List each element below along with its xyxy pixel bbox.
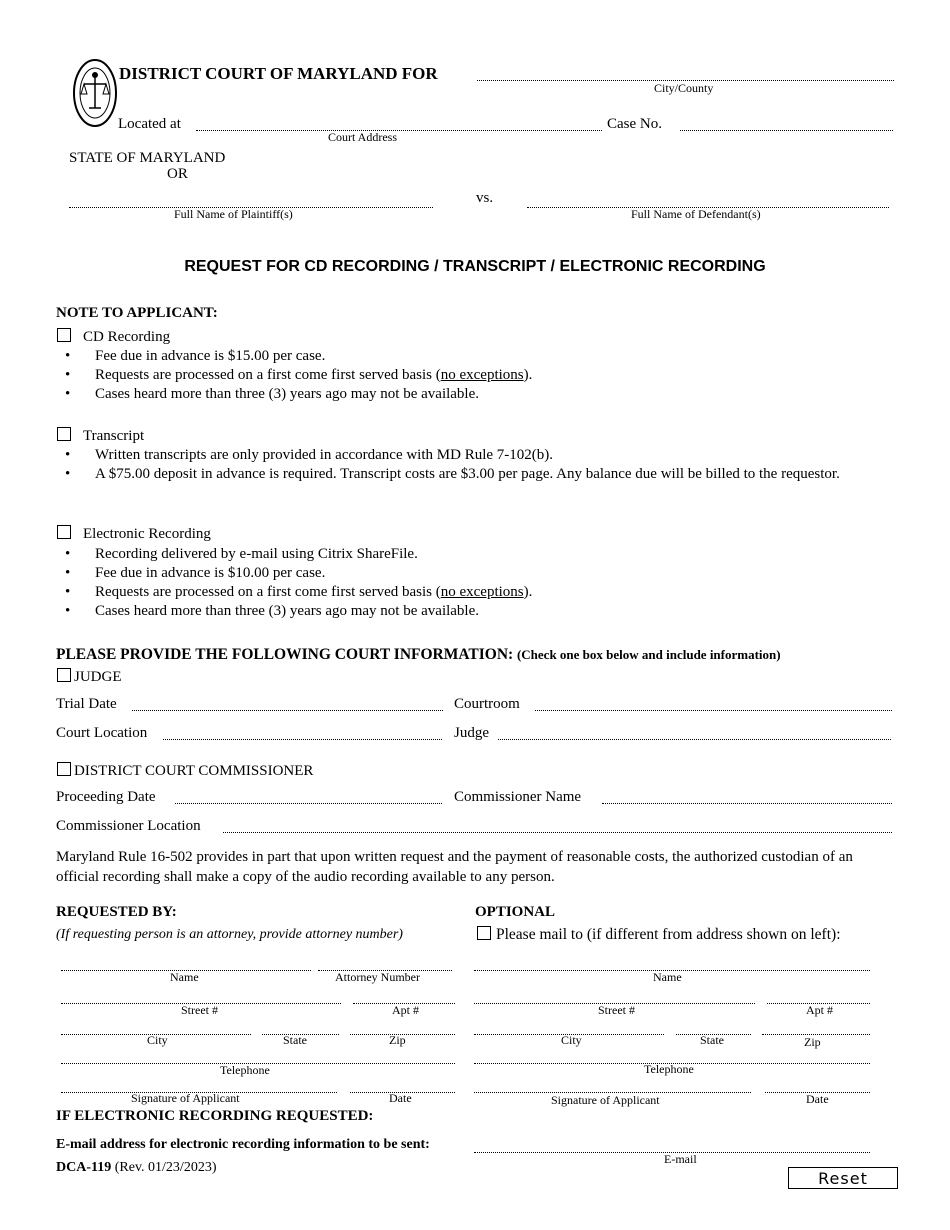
- proceeding-date-label: Proceeding Date: [56, 789, 156, 805]
- commissioner-name-label: Commissioner Name: [454, 789, 582, 805]
- email-caption: E-mail: [664, 1152, 697, 1166]
- defendant-caption: Full Name of Defendant(s): [631, 207, 761, 221]
- list-item: • Requests are processed on a first come first served basis (no exceptions).: [56, 583, 856, 602]
- courtroom-label: Courtroom: [454, 696, 520, 712]
- mail-to-option[interactable]: [477, 926, 841, 944]
- or-label: OR: [167, 166, 188, 182]
- courtroom-field[interactable]: [535, 710, 892, 711]
- mail-to-checkbox[interactable]: [477, 926, 491, 940]
- case-no-label: Case No.: [607, 116, 662, 132]
- located-at-label: Located at: [118, 116, 181, 132]
- judge-label: Judge: [454, 725, 489, 741]
- optional-heading: OPTIONAL: [475, 904, 556, 920]
- list-item: • Written transcripts are only provided in accordance with MD Rule 7-102(b).: [56, 446, 856, 465]
- electronic-recording-checkbox[interactable]: [57, 525, 71, 539]
- judge-field[interactable]: [498, 739, 891, 740]
- court-address-caption: Court Address: [328, 130, 397, 144]
- electronic-bullets: [56, 545, 856, 621]
- court-title: DISTRICT COURT OF MARYLAND FOR: [119, 64, 438, 83]
- court-location-label: Court Location: [56, 725, 148, 741]
- requested-by-heading: REQUESTED BY:: [56, 904, 177, 920]
- cd-recording-bullets: [56, 347, 856, 404]
- judge-option-label: JUDGE: [74, 669, 122, 685]
- transcript-bullets: [56, 446, 856, 484]
- rule-text: Maryland Rule 16-502 provides in part that upon written request and the payment of reasonable costs, the authorized custodian of an official recording shall make a copy of the audio recording available to any person.: [56, 849, 853, 885]
- list-item: • Recording delivered by e-mail using Citrix ShareFile.: [56, 545, 856, 564]
- court-location-field[interactable]: [163, 739, 442, 740]
- commissioner-checkbox[interactable]: [57, 762, 71, 776]
- requester-state-caption: State: [283, 1033, 307, 1047]
- form-title: REQUEST FOR CD RECORDING / TRANSCRIPT / ELECTRONIC RECORDING: [184, 258, 766, 275]
- court-address-field[interactable]: [196, 130, 602, 131]
- case-no-field[interactable]: [680, 130, 893, 131]
- commissioner-name-field[interactable]: [602, 803, 892, 804]
- mail-apt-caption: Apt #: [806, 1003, 833, 1017]
- city-county-caption: City/County: [654, 81, 714, 95]
- list-item: • Cases heard more than three (3) years ago may not be available.: [56, 602, 856, 621]
- electronic-recording-label: Electronic Recording: [83, 526, 211, 542]
- cd-recording-option[interactable]: [57, 328, 170, 346]
- cd-recording-label: CD Recording: [83, 329, 171, 345]
- state-of-maryland: STATE OF MARYLAND: [69, 150, 226, 166]
- requester-city-caption: City: [147, 1033, 168, 1047]
- electronic-recording-option[interactable]: [57, 525, 211, 543]
- commissioner-option-label: DISTRICT COURT COMMISSIONER: [74, 763, 314, 779]
- requester-street-caption: Street #: [181, 1003, 218, 1017]
- electronic-request-heading: IF ELECTRONIC RECORDING REQUESTED:: [56, 1108, 374, 1124]
- email-label: E-mail address for electronic recording information to be sent:: [56, 1137, 430, 1152]
- requested-by-note: (If requesting person is an attorney, provide attorney number): [56, 927, 403, 942]
- commissioner-option[interactable]: [57, 762, 313, 780]
- requester-name-caption: Name: [170, 970, 199, 984]
- commissioner-location-field[interactable]: [223, 832, 892, 833]
- list-item: • Fee due in advance is $10.00 per case.: [56, 564, 856, 583]
- reset-button[interactable]: Reset: [788, 1167, 898, 1189]
- mail-zip-caption: Zip: [804, 1035, 821, 1049]
- court-seal-logo: [72, 58, 118, 133]
- transcript-checkbox[interactable]: [57, 427, 71, 441]
- list-item: • Requests are processed on a first come first served basis (no exceptions).: [56, 366, 856, 385]
- note-heading: NOTE TO APPLICANT:: [56, 305, 218, 321]
- requester-date-caption: Date: [389, 1091, 412, 1105]
- requester-signature-caption: Signature of Applicant: [131, 1091, 240, 1105]
- trial-date-field[interactable]: [132, 710, 443, 711]
- trial-date-label: Trial Date: [56, 696, 117, 712]
- transcript-label: Transcript: [83, 428, 145, 444]
- mail-signature-caption: Signature of Applicant: [551, 1093, 660, 1107]
- list-item: • Fee due in advance is $15.00 per case.: [56, 347, 856, 366]
- transcript-option[interactable]: [57, 427, 144, 445]
- list-item: • Cases heard more than three (3) years ago may not be available.: [56, 385, 856, 404]
- vs-label: vs.: [476, 190, 494, 206]
- judge-option[interactable]: [57, 668, 122, 686]
- proceeding-date-field[interactable]: [175, 803, 442, 804]
- attorney-number-caption: Attorney Number: [335, 970, 420, 984]
- mail-city-caption: City: [561, 1033, 582, 1047]
- mail-date-caption: Date: [806, 1092, 829, 1106]
- plaintiff-caption: Full Name of Plaintiff(s): [174, 207, 293, 221]
- mail-to-label: Please mail to (if different from address shown on left):: [496, 926, 841, 943]
- mail-street-caption: Street #: [598, 1003, 635, 1017]
- form-number: DCA-119 (Rev. 01/23/2023): [56, 1160, 217, 1175]
- requester-apt-caption: Apt #: [392, 1003, 419, 1017]
- list-item: • A $75.00 deposit in advance is required. Transcript costs are $3.00 per page. Any balance due will be billed to the requestor.: [56, 465, 856, 484]
- judge-checkbox[interactable]: [57, 668, 71, 682]
- court-info-heading: PLEASE PROVIDE THE FOLLOWING COURT INFORMATION: (Check one box below and include information): [56, 646, 781, 663]
- commissioner-location-label: Commissioner Location: [56, 818, 201, 834]
- mail-state-caption: State: [700, 1033, 724, 1047]
- requester-zip-caption: Zip: [389, 1033, 406, 1047]
- cd-recording-checkbox[interactable]: [57, 328, 71, 342]
- requester-telephone-caption: Telephone: [220, 1063, 270, 1077]
- mail-name-caption: Name: [653, 970, 682, 984]
- mail-telephone-caption: Telephone: [644, 1062, 694, 1076]
